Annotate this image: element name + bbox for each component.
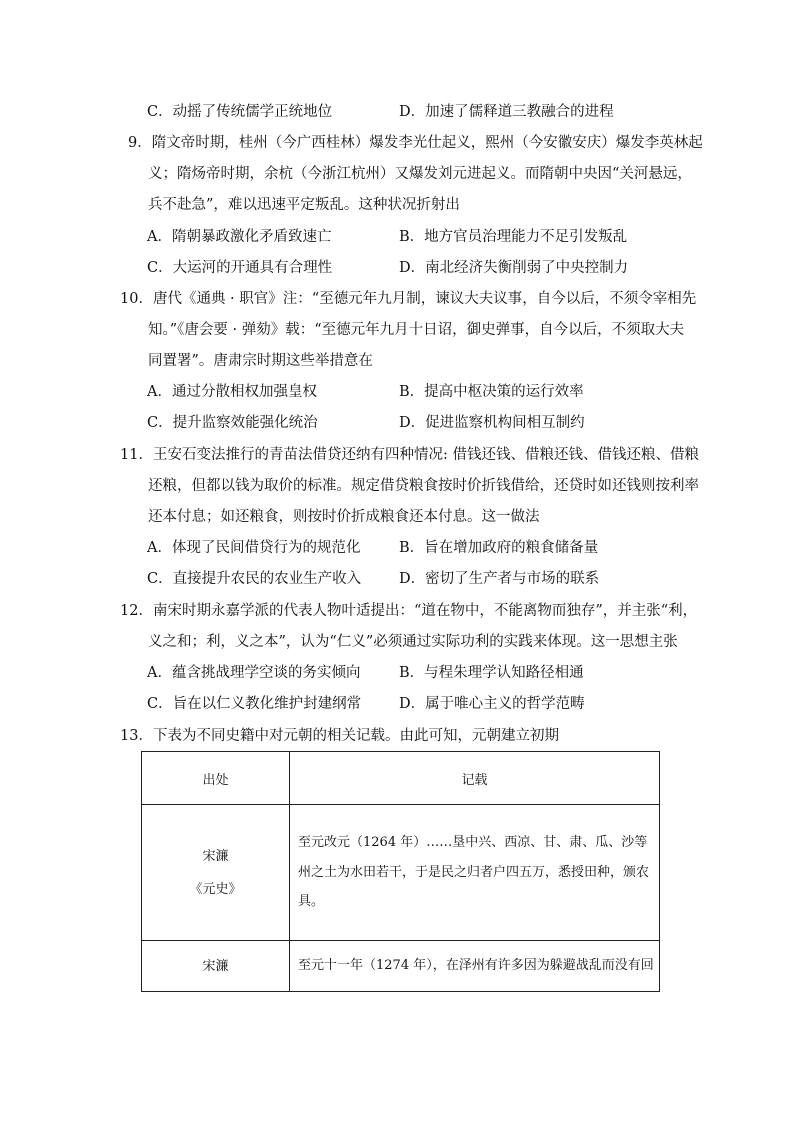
q12-option-d: D．属于唯心主义的哲学范畴 xyxy=(399,696,585,712)
q8-option-d: D．加速了儒释道三教融合的进程 xyxy=(399,104,614,120)
q12-option-b: B．与程朱理学认知路径相通 xyxy=(399,665,584,681)
source-cell xyxy=(142,805,290,941)
q12-option-c: C．旨在以仁义教化维护封建纲常 xyxy=(147,696,362,712)
table-header-row xyxy=(142,752,660,805)
header-record: 记载 xyxy=(290,752,660,805)
q9-stem-line-1: 9．隋文帝时期，桂州（今广西桂林）爆发李光仕起义，熙州（今安徽安庆）爆发李英林起 xyxy=(128,135,703,151)
source-book: 《元史》 xyxy=(189,881,242,897)
q9-option-d: D．南北经济失衡削弱了中央控制力 xyxy=(399,260,629,276)
source-author: 宋濂 xyxy=(202,848,229,864)
q8-option-c: C．动摇了传统儒学正统地位 xyxy=(147,104,333,120)
header-source: 出处 xyxy=(142,752,290,805)
q11-stem-line-1: 11．王安石变法推行的青苗法借贷还纳有四种情况: 借钱还钱、借粮还钱、借钱还粮、借粮 xyxy=(120,447,699,463)
q12-option-a: A．蕴含挑战理学空谈的务实倾向 xyxy=(147,665,361,681)
q10-stem-line-1: 10．唐代《通典 · 职官》注：“至德元年九月制，谏议大夫议事，自今以后，不须令宰相先 xyxy=(120,291,697,307)
source-author: 宋濂 xyxy=(202,958,229,974)
q13-stem: 13．下表为不同史籍中对元朝的相关记载。由此可知，元朝建立初期 xyxy=(120,728,559,744)
q11-option-a: A．体现了民间借贷行为的规范化 xyxy=(147,540,361,556)
q10-option-d: D．促进监察机构间相互制约 xyxy=(399,415,585,431)
q11-stem-line-3: 还本付息；如还粮食，则按时价折成粮食还本付息。这一做法 xyxy=(148,509,540,525)
table-row xyxy=(142,805,660,941)
q10-option-b: B．提高中枢决策的运行效率 xyxy=(399,384,584,400)
q10-stem-line-2: 知。”《唐会要 · 弹劾》载：“至德元年九月十日诏，御史弹事，自今以后，不须取大夫 xyxy=(148,322,685,338)
q10-option-c: C．提升监察效能强化统治 xyxy=(147,415,318,431)
q11-option-c: C．直接提升农民的农业生产收入 xyxy=(147,571,362,587)
record-text: 至元十一年（1274 年），在泽州有许多因为躲避战乱而没有回 xyxy=(298,958,654,974)
record-cell xyxy=(290,805,660,941)
q10-option-a: A．通过分散相权加强皇权 xyxy=(147,384,317,400)
q11-stem-line-2: 还粮，但都以钱为取价的标准。规定借贷粮食按时价折钱借给，还贷时如还钱则按利率 xyxy=(148,478,699,494)
q11-option-b: B．旨在增加政府的粮食储备量 xyxy=(399,540,599,556)
record-cell xyxy=(290,941,660,992)
table-row xyxy=(142,941,660,992)
q9-stem-line-2: 义；隋炀帝时期，余杭（今浙江杭州）又爆发刘元进起义。而隋朝中央因“关河悬远， xyxy=(148,166,692,182)
source-cell xyxy=(142,941,290,992)
record-text: 至元改元（1264 年）……垦中兴、西凉、甘、肃、瓜、沙等州之土为水田若干，于是民之归者户四五万，悉授田种，颁农具。 xyxy=(298,835,650,910)
q11-option-d: D．密切了生产者与市场的联系 xyxy=(399,571,600,587)
q12-stem-line-2: 义之和；利，义之本”，认为“仁义”必须通过实际功利的实践来体现。这一思想主张 xyxy=(148,634,678,650)
q9-option-a: A．隋朝暴政激化矛盾致速亡 xyxy=(147,229,332,245)
q9-option-c: C．大运河的开通具有合理性 xyxy=(147,260,333,276)
q10-stem-line-3: 同置署”。唐肃宗时期这些举措意在 xyxy=(148,353,373,369)
q9-stem-line-3: 兵不赴急”，难以迅速平定叛乱。这种状况折射出 xyxy=(148,197,460,213)
records-table xyxy=(141,751,660,992)
q12-stem-line-1: 12．南宋时期永嘉学派的代表人物叶适提出：“道在物中，不能离物而独存”，并主张“利， xyxy=(120,603,698,619)
q9-option-b: B．地方官员治理能力不足引发叛乱 xyxy=(399,229,628,245)
